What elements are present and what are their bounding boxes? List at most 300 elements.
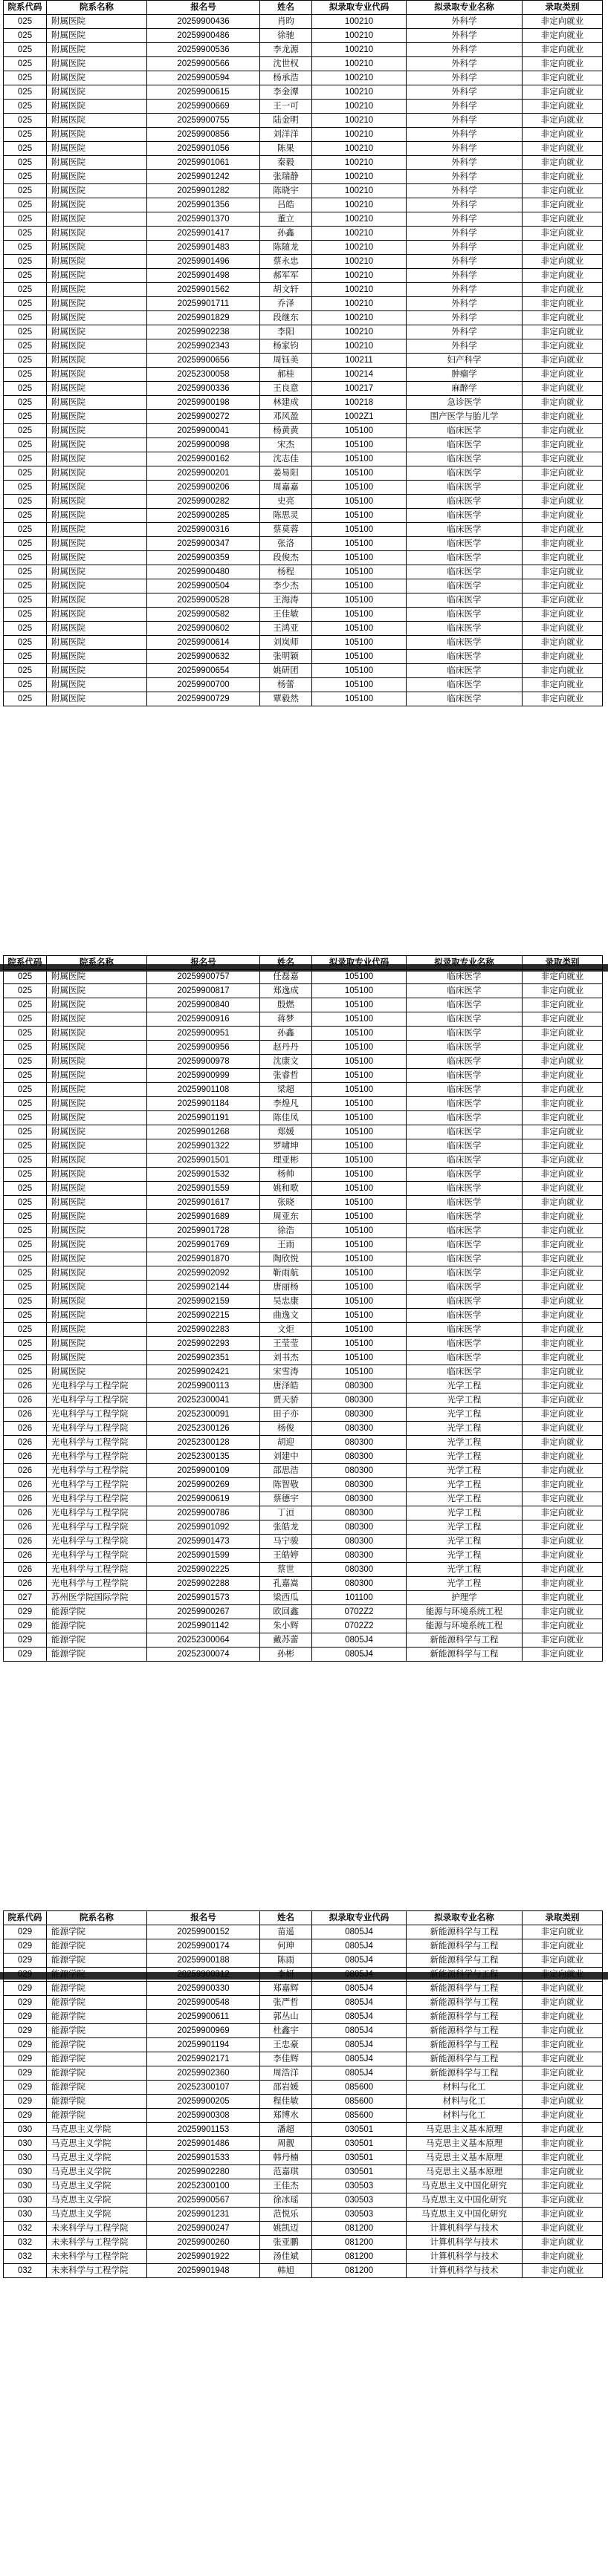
cell-student-name: 王雨 [260, 1238, 312, 1252]
table-section-1 [0, 0, 608, 706]
cell-major-code: 100210 [312, 128, 407, 142]
cell-dept-code: 025 [4, 1125, 47, 1139]
cell-admission-type: 非定向就业 [523, 1111, 603, 1125]
cell-dept-name: 附属医院 [47, 509, 147, 523]
cell-admission-type: 非定向就业 [523, 2052, 603, 2066]
cell-major-code: 081200 [312, 2222, 407, 2236]
cell-dept-name: 附属医院 [47, 1266, 147, 1281]
cell-student-name: 沈志佳 [260, 452, 312, 466]
table-row [4, 2038, 603, 2052]
cell-registration-no: 20259901922 [147, 2250, 260, 2264]
cell-major-code: 100217 [312, 382, 407, 396]
cell-student-name: 汤佳斌 [260, 2250, 312, 2264]
cell-major-name: 临床医学 [407, 1337, 523, 1351]
table-row [4, 579, 603, 593]
cell-admission-type: 非定向就业 [523, 85, 603, 100]
cell-student-name: 蔡莫蓉 [260, 523, 312, 537]
cell-dept-code: 025 [4, 1351, 47, 1365]
column-header-student-name: 姓名 [260, 956, 312, 970]
cell-major-name: 光学工程 [407, 1436, 523, 1450]
cell-admission-type: 非定向就业 [523, 1591, 603, 1605]
column-header-registration-no: 报名号 [147, 956, 260, 970]
table-row [4, 692, 603, 706]
cell-dept-code: 025 [4, 325, 47, 339]
cell-registration-no: 20259901282 [147, 184, 260, 198]
cell-admission-type: 非定向就业 [523, 1295, 603, 1309]
table-row [4, 255, 603, 269]
table-row [4, 1097, 603, 1111]
cell-admission-type: 非定向就业 [523, 523, 603, 537]
table-row [4, 1619, 603, 1633]
cell-dept-code: 025 [4, 1323, 47, 1337]
cell-major-code: 080300 [312, 1393, 407, 1408]
table-row [4, 2222, 603, 2236]
table-row [4, 15, 603, 29]
cell-registration-no: 20259900757 [147, 970, 260, 984]
cell-major-code: 105100 [312, 523, 407, 537]
cell-major-name: 外科学 [407, 57, 523, 71]
cell-admission-type: 非定向就业 [523, 142, 603, 156]
cell-registration-no: 20252300064 [147, 1633, 260, 1648]
cell-major-name: 外科学 [407, 269, 523, 283]
cell-major-code: 100210 [312, 269, 407, 283]
cell-major-name: 外科学 [407, 170, 523, 184]
cell-dept-code: 026 [4, 1450, 47, 1464]
cell-dept-name: 未来科学与工程学院 [47, 2264, 147, 2278]
cell-dept-code: 026 [4, 1393, 47, 1408]
cell-dept-code: 025 [4, 551, 47, 565]
cell-major-name: 马克思主义中国化研究 [407, 2193, 523, 2208]
cell-admission-type: 非定向就业 [523, 593, 603, 608]
cell-dept-name: 光电科学与工程学院 [47, 1436, 147, 1450]
cell-major-code: 030503 [312, 2208, 407, 2222]
cell-dept-name: 能源学院 [47, 2024, 147, 2038]
cell-admission-type: 非定向就业 [523, 269, 603, 283]
table-row [4, 212, 603, 227]
cell-dept-name: 附属医院 [47, 1252, 147, 1266]
cell-student-name: 郑媛 [260, 1125, 312, 1139]
cell-admission-type: 非定向就业 [523, 212, 603, 227]
cell-major-code: 0702Z2 [312, 1619, 407, 1633]
cell-dept-code: 025 [4, 1083, 47, 1097]
cell-major-code: 1002Z1 [312, 410, 407, 424]
cell-admission-type: 非定向就业 [523, 1379, 603, 1393]
cell-major-code: 100210 [312, 142, 407, 156]
cell-admission-type: 非定向就业 [523, 650, 603, 664]
cell-registration-no: 20259900951 [147, 1027, 260, 1041]
cell-major-code: 105100 [312, 1182, 407, 1196]
cell-registration-no: 20259902421 [147, 1365, 260, 1379]
cell-dept-name: 光电科学与工程学院 [47, 1506, 147, 1520]
table-row [4, 1436, 603, 1450]
table-row [4, 2208, 603, 2222]
cell-major-name: 临床医学 [407, 565, 523, 579]
cell-dept-name: 光电科学与工程学院 [47, 1577, 147, 1591]
cell-student-name: 张晓 [260, 1196, 312, 1210]
cell-dept-name: 附属医院 [47, 227, 147, 241]
cell-dept-code: 025 [4, 241, 47, 255]
table-row [4, 1125, 603, 1139]
cell-major-name: 光学工程 [407, 1393, 523, 1408]
cell-student-name: 吴忠康 [260, 1295, 312, 1309]
cell-registration-no: 20252300058 [147, 368, 260, 382]
cell-dept-name: 能源学院 [47, 2010, 147, 2024]
cell-major-name: 临床医学 [407, 481, 523, 495]
cell-dept-name: 未来科学与工程学院 [47, 2250, 147, 2264]
cell-student-name: 李阳 [260, 325, 312, 339]
cell-dept-name: 附属医院 [47, 1365, 147, 1379]
cell-dept-name: 附属医院 [47, 1012, 147, 1027]
cell-student-name: 董立 [260, 212, 312, 227]
cell-dept-name: 附属医院 [47, 311, 147, 325]
cell-major-name: 外科学 [407, 71, 523, 85]
cell-major-code: 0805J4 [312, 1954, 407, 1968]
table-row [4, 57, 603, 71]
cell-student-name: 陈智敬 [260, 1478, 312, 1492]
table-row [4, 509, 603, 523]
cell-dept-name: 附属医院 [47, 71, 147, 85]
cell-dept-name: 能源学院 [47, 1982, 147, 1996]
cell-major-code: 105100 [312, 664, 407, 678]
cell-dept-code: 026 [4, 1408, 47, 1422]
cell-major-name: 肿瘤学 [407, 368, 523, 382]
cell-dept-code: 025 [4, 142, 47, 156]
cell-dept-code: 025 [4, 269, 47, 283]
cell-dept-code: 025 [4, 1041, 47, 1055]
cell-dept-name: 能源学院 [47, 2109, 147, 2123]
cell-student-name: 任磊嘉 [260, 970, 312, 984]
cell-dept-code: 025 [4, 1097, 47, 1111]
cell-registration-no: 20259901870 [147, 1252, 260, 1266]
table-row [4, 593, 603, 608]
table-row [4, 1478, 603, 1492]
cell-dept-code: 030 [4, 2193, 47, 2208]
table-row [4, 1633, 603, 1648]
cell-registration-no: 20259902351 [147, 1351, 260, 1365]
cell-registration-no: 20259900594 [147, 71, 260, 85]
cell-dept-code: 025 [4, 1055, 47, 1069]
table-body [4, 970, 603, 1662]
cell-major-code: 0805J4 [312, 1633, 407, 1648]
cell-dept-name: 未来科学与工程学院 [47, 2222, 147, 2236]
cell-major-name: 计算机科学与技术 [407, 2250, 523, 2264]
cell-student-name: 刘建中 [260, 1450, 312, 1464]
cell-major-name: 外科学 [407, 255, 523, 269]
cell-registration-no: 20259901142 [147, 1619, 260, 1633]
cell-admission-type: 非定向就业 [523, 198, 603, 212]
cell-dept-code: 030 [4, 2208, 47, 2222]
cell-registration-no: 20259901728 [147, 1224, 260, 1238]
cell-major-code: 105100 [312, 1281, 407, 1295]
cell-admission-type: 非定向就业 [523, 1925, 603, 1939]
column-header-registration-no: 报名号 [147, 1, 260, 15]
cell-registration-no: 20252300107 [147, 2081, 260, 2095]
cell-dept-code: 025 [4, 579, 47, 593]
cell-registration-no: 20259900436 [147, 15, 260, 29]
column-header-major-code: 拟录取专业代码 [312, 1911, 407, 1925]
cell-student-name: 周靓 [260, 2137, 312, 2151]
cell-student-name: 周浩洋 [260, 2066, 312, 2081]
cell-student-name: 徐驰 [260, 29, 312, 43]
cell-registration-no: 20259901486 [147, 2137, 260, 2151]
cell-dept-code: 026 [4, 1379, 47, 1393]
cell-major-code: 105100 [312, 998, 407, 1012]
cell-major-name: 外科学 [407, 198, 523, 212]
cell-registration-no: 20259900282 [147, 495, 260, 509]
cell-dept-name: 马克思主义学院 [47, 2179, 147, 2193]
cell-dept-name: 附属医院 [47, 396, 147, 410]
cell-admission-type: 非定向就业 [523, 1069, 603, 1083]
cell-major-code: 100210 [312, 156, 407, 170]
cell-student-name: 王佳杰 [260, 2179, 312, 2193]
cell-student-name: 贾天骄 [260, 1393, 312, 1408]
table-row [4, 608, 603, 622]
cell-admission-type: 非定向就业 [523, 2010, 603, 2024]
cell-dept-name: 附属医院 [47, 241, 147, 255]
cell-student-name: 覃毅然 [260, 692, 312, 706]
cell-registration-no: 20259901242 [147, 170, 260, 184]
cell-student-name: 姚研团 [260, 664, 312, 678]
cell-dept-name: 马克思主义学院 [47, 2123, 147, 2137]
cell-student-name: 郝军军 [260, 269, 312, 283]
cell-admission-type: 非定向就业 [523, 1492, 603, 1506]
cell-dept-code: 029 [4, 1648, 47, 1662]
cell-major-name: 光学工程 [407, 1520, 523, 1535]
cell-admission-type: 非定向就业 [523, 1619, 603, 1633]
cell-major-code: 100210 [312, 114, 407, 128]
cell-registration-no: 20252300128 [147, 1436, 260, 1450]
cell-major-name: 外科学 [407, 311, 523, 325]
cell-registration-no: 20259901498 [147, 269, 260, 283]
cell-admission-type: 非定向就业 [523, 29, 603, 43]
table-row [4, 2081, 603, 2095]
cell-registration-no: 20259900504 [147, 579, 260, 593]
cell-dept-code: 025 [4, 283, 47, 297]
cell-major-name: 光学工程 [407, 1492, 523, 1506]
cell-student-name: 段继东 [260, 311, 312, 325]
table-row [4, 998, 603, 1012]
cell-dept-name: 附属医院 [47, 100, 147, 114]
cell-dept-name: 附属医院 [47, 339, 147, 354]
cell-major-code: 080300 [312, 1422, 407, 1436]
cell-major-code: 105100 [312, 984, 407, 998]
cell-student-name: 张亚鹏 [260, 2236, 312, 2250]
cell-registration-no: 20259900840 [147, 998, 260, 1012]
cell-admission-type: 非定向就业 [523, 1436, 603, 1450]
cell-admission-type: 非定向就业 [523, 71, 603, 85]
table-row [4, 1408, 603, 1422]
cell-dept-code: 025 [4, 29, 47, 43]
cell-registration-no: 20259901501 [147, 1154, 260, 1168]
cell-dept-code: 029 [4, 2010, 47, 2024]
table-row [4, 368, 603, 382]
cell-dept-code: 025 [4, 495, 47, 509]
cell-admission-type: 非定向就业 [523, 2137, 603, 2151]
cell-admission-type: 非定向就业 [523, 57, 603, 71]
cell-major-code: 105100 [312, 452, 407, 466]
cell-student-name: 秦毅 [260, 156, 312, 170]
cell-major-name: 马克思主义中国化研究 [407, 2208, 523, 2222]
cell-major-code: 080300 [312, 1535, 407, 1549]
cell-admission-type: 非定向就业 [523, 509, 603, 523]
cell-admission-type: 非定向就业 [523, 1266, 603, 1281]
column-header-dept-name: 院系名称 [47, 1, 147, 15]
cell-registration-no: 20259900856 [147, 128, 260, 142]
cell-major-name: 外科学 [407, 241, 523, 255]
cell-major-name: 能源与环境系统工程 [407, 1619, 523, 1633]
cell-admission-type: 非定向就业 [523, 2236, 603, 2250]
table-header-row [4, 956, 603, 970]
table-row [4, 1238, 603, 1252]
column-header-dept-code: 院系代码 [4, 1911, 47, 1925]
cell-student-name: 欧回鑫 [260, 1605, 312, 1619]
cell-student-name: 殷燃 [260, 998, 312, 1012]
cell-admission-type: 非定向就业 [523, 1309, 603, 1323]
column-header-major-code: 拟录取专业代码 [312, 1, 407, 15]
cell-dept-name: 附属医院 [47, 1182, 147, 1196]
cell-registration-no: 20252300126 [147, 1422, 260, 1436]
cell-admission-type: 非定向就业 [523, 325, 603, 339]
cell-major-code: 105100 [312, 565, 407, 579]
cell-dept-name: 能源学院 [47, 2081, 147, 2095]
table-row [4, 664, 603, 678]
cell-dept-code: 025 [4, 1238, 47, 1252]
cell-student-name: 胡迎 [260, 1436, 312, 1450]
cell-major-name: 外科学 [407, 184, 523, 198]
cell-student-name: 朱小辉 [260, 1619, 312, 1633]
cell-dept-code: 025 [4, 1154, 47, 1168]
cell-student-name: 李妍 [260, 1968, 312, 1982]
cell-dept-name: 马克思主义学院 [47, 2208, 147, 2222]
cell-dept-name: 能源学院 [47, 1648, 147, 1662]
cell-admission-type: 非定向就业 [523, 15, 603, 29]
cell-admission-type: 非定向就业 [523, 1549, 603, 1563]
cell-admission-type: 非定向就业 [523, 255, 603, 269]
cell-registration-no: 20259902360 [147, 2066, 260, 2081]
cell-major-code: 100210 [312, 71, 407, 85]
cell-major-code: 080300 [312, 1492, 407, 1506]
cell-major-code: 0805J4 [312, 1996, 407, 2010]
cell-major-code: 100210 [312, 297, 407, 311]
cell-admission-type: 非定向就业 [523, 382, 603, 396]
cell-student-name: 潘超 [260, 2123, 312, 2137]
cell-admission-type: 非定向就业 [523, 1041, 603, 1055]
cell-student-name: 王皓婷 [260, 1549, 312, 1563]
cell-admission-type: 非定向就业 [523, 608, 603, 622]
cell-student-name: 唐丽杨 [260, 1281, 312, 1295]
cell-registration-no: 20259901370 [147, 212, 260, 227]
cell-registration-no: 20259901711 [147, 297, 260, 311]
cell-dept-name: 未来科学与工程学院 [47, 2236, 147, 2250]
cell-major-name: 外科学 [407, 128, 523, 142]
table-row [4, 2109, 603, 2123]
cell-dept-name: 光电科学与工程学院 [47, 1478, 147, 1492]
cell-registration-no: 20259900632 [147, 650, 260, 664]
cell-dept-name: 附属医院 [47, 198, 147, 212]
cell-student-name: 姚和歌 [260, 1182, 312, 1196]
cell-student-name: 文炬 [260, 1323, 312, 1337]
cell-dept-name: 光电科学与工程学院 [47, 1379, 147, 1393]
column-header-student-name: 姓名 [260, 1911, 312, 1925]
cell-dept-name: 能源学院 [47, 1619, 147, 1633]
cell-student-name: 邵思浩 [260, 1464, 312, 1478]
admission-table-1 [3, 0, 603, 706]
cell-registration-no: 20259901322 [147, 1139, 260, 1154]
cell-admission-type: 非定向就业 [523, 1633, 603, 1648]
cell-major-name: 急诊医学 [407, 396, 523, 410]
cell-registration-no: 20259900267 [147, 1605, 260, 1619]
cell-registration-no: 20259902171 [147, 2052, 260, 2066]
cell-student-name: 曲逸文 [260, 1309, 312, 1323]
table-row [4, 269, 603, 283]
cell-dept-name: 能源学院 [47, 1605, 147, 1619]
table-row [4, 1252, 603, 1266]
cell-major-code: 080300 [312, 1450, 407, 1464]
cell-student-name: 陈思灵 [260, 509, 312, 523]
cell-major-code: 100210 [312, 325, 407, 339]
cell-dept-code: 025 [4, 1337, 47, 1351]
cell-dept-code: 030 [4, 2151, 47, 2165]
cell-dept-name: 附属医院 [47, 565, 147, 579]
cell-dept-name: 附属医院 [47, 1083, 147, 1097]
cell-major-code: 105100 [312, 1351, 407, 1365]
cell-registration-no: 20259900700 [147, 678, 260, 692]
cell-admission-type: 非定向就业 [523, 424, 603, 438]
column-header-admission-type: 录取类别 [523, 1911, 603, 1925]
cell-major-code: 080300 [312, 1436, 407, 1450]
cell-major-code: 030501 [312, 2165, 407, 2179]
cell-major-name: 临床医学 [407, 523, 523, 537]
cell-major-name: 临床医学 [407, 424, 523, 438]
cell-registration-no: 20259900480 [147, 565, 260, 579]
cell-admission-type: 非定向就业 [523, 1097, 603, 1111]
cell-major-code: 105100 [312, 466, 407, 481]
cell-dept-name: 附属医院 [47, 43, 147, 57]
cell-major-name: 临床医学 [407, 1252, 523, 1266]
table-row [4, 2024, 603, 2038]
table-row [4, 2193, 603, 2208]
cell-major-code: 105100 [312, 970, 407, 984]
cell-dept-name: 能源学院 [47, 2038, 147, 2052]
cell-student-name: 王海涛 [260, 593, 312, 608]
cell-major-code: 030501 [312, 2137, 407, 2151]
cell-admission-type: 非定向就业 [523, 283, 603, 297]
cell-major-code: 100210 [312, 184, 407, 198]
cell-dept-name: 附属医院 [47, 970, 147, 984]
cell-dept-name: 光电科学与工程学院 [47, 1535, 147, 1549]
cell-dept-name: 光电科学与工程学院 [47, 1464, 147, 1478]
cell-major-name: 临床医学 [407, 608, 523, 622]
cell-dept-name: 附属医院 [47, 156, 147, 170]
cell-registration-no: 20259900152 [147, 1925, 260, 1939]
cell-major-code: 105100 [312, 636, 407, 650]
cell-major-code: 105100 [312, 1295, 407, 1309]
cell-major-code: 100210 [312, 311, 407, 325]
column-header-dept-name: 院系名称 [47, 956, 147, 970]
cell-admission-type: 非定向就业 [523, 1125, 603, 1139]
table-row [4, 1939, 603, 1954]
cell-dept-code: 025 [4, 354, 47, 368]
cell-student-name: 林建成 [260, 396, 312, 410]
cell-registration-no: 20259900308 [147, 2109, 260, 2123]
cell-registration-no: 20259900755 [147, 114, 260, 128]
cell-major-code: 100210 [312, 212, 407, 227]
cell-dept-name: 附属医院 [47, 495, 147, 509]
cell-admission-type: 非定向就业 [523, 1337, 603, 1351]
table-row [4, 1041, 603, 1055]
cell-dept-name: 附属医院 [47, 1139, 147, 1154]
cell-major-code: 080300 [312, 1520, 407, 1535]
